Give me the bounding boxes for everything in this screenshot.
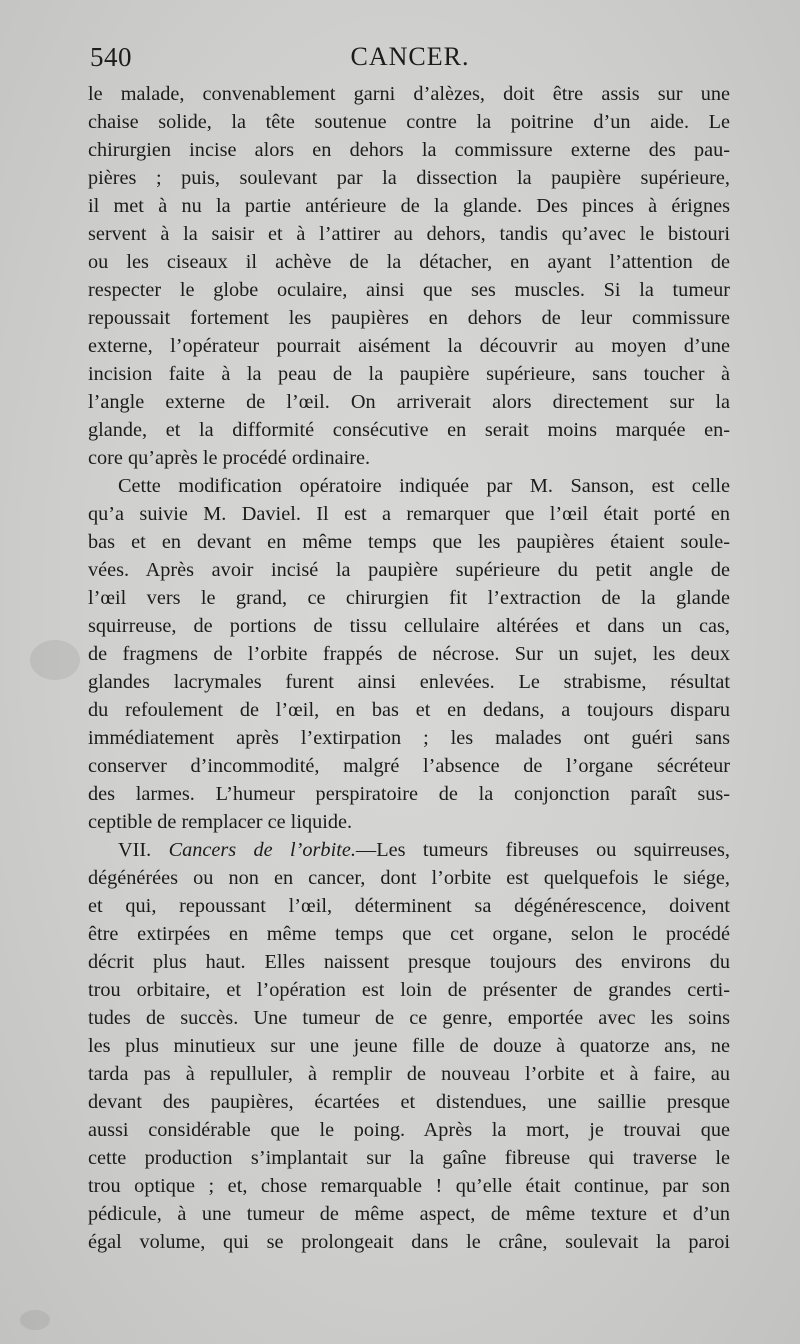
text-line: il met à nu la partie antérieure de la glande. Des pinces à érignes — [88, 195, 730, 217]
text-line: pédicule, à une tumeur de même aspect, de même texture et d’un — [88, 1203, 730, 1225]
section-title: Cancers de l’orbite. — [168, 839, 356, 861]
text-line: immédiatement après l’extirpation ; les malades ont guéri sans — [88, 727, 730, 749]
text-line: servent à la saisir et à l’attirer au dehors, tandis qu’avec le bistouri — [88, 223, 730, 245]
text-line: dégénérées ou non en cancer, dont l’orbite est quelquefois le siége, — [88, 867, 730, 889]
text-line: tudes de succès. Une tumeur de ce genre, emportée avec les soins — [88, 1007, 730, 1029]
text-line: des larmes. L’humeur perspiratoire de la conjonction paraît sus- — [88, 783, 730, 805]
text-line: conserver d’incommodité, malgré l’absence de l’organe sécréteur — [88, 755, 730, 777]
text-line: respecter le globe oculaire, ainsi que ses muscles. Si la tumeur — [88, 279, 730, 301]
text-line: incision faite à la peau de la paupière supérieure, sans toucher à — [88, 363, 730, 385]
text-line: Cette modification opératoire indiquée par M. Sanson, est celle — [118, 475, 730, 497]
text-line: repoussait fortement les paupières en dehors de leur commissure — [88, 307, 730, 329]
text-line: ou les ciseaux il achève de la détacher, en ayant l’attention de — [88, 251, 730, 273]
text-line: et qui, repoussant l’œil, déterminent sa dégénérescence, doivent — [88, 895, 730, 917]
section-number: VII. — [118, 839, 169, 861]
text-line: trou orbitaire, et l’opération est loin de présenter de grandes certi- — [88, 979, 730, 1001]
text-line: externe, l’opérateur pourrait aisément la découvrir au moyen d’une — [88, 335, 730, 357]
body-text — [88, 80, 730, 1256]
text-line: les plus minutieux sur une jeune fille de douze à quatorze ans, ne — [88, 1035, 730, 1057]
text-line: de fragmens de l’orbite frappés de nécrose. Sur un sujet, les deux — [88, 643, 730, 665]
text-line: cette production s’implantait sur la gaîne fibreuse qui traverse le — [88, 1147, 730, 1169]
text-line: du refoulement de l’œil, en bas et en dedans, a toujours disparu — [88, 699, 730, 721]
text-line: core qu’après le procédé ordinaire. — [88, 447, 371, 469]
paper-stain — [20, 1310, 50, 1330]
paper-stain — [30, 640, 80, 680]
running-head: CANCER. — [350, 42, 470, 71]
section-heading-line — [88, 836, 730, 864]
text-line: trou optique ; et, chose remarquable ! qu’elle était continue, par son — [88, 1175, 730, 1197]
text-line: qu’a suivie M. Daviel. Il est a remarquer que l’œil était porté en — [88, 503, 730, 525]
text-line: vées. Après avoir incisé la paupière supérieure du petit angle de — [88, 559, 730, 581]
text-line: —Les tumeurs fibreuses ou squirreuses, — [355, 839, 731, 861]
text-line: égal volume, qui se prolongeait dans le crâne, soulevait la paroi — [88, 1231, 730, 1253]
text-line: aussi considérable que le poing. Après la mort, je trouvai que — [88, 1119, 730, 1141]
text-line: glande, et la difformité consécutive en serait moins marquée en- — [88, 419, 730, 441]
text-line: ceptible de remplacer ce liquide. — [88, 811, 353, 833]
text-line: chirurgien incise alors en dehors la commissure externe des pau- — [88, 139, 730, 161]
text-line: le malade, convenablement garni d’alèzes, doit être assis sur une — [88, 83, 730, 105]
text-line: glandes lacrymales furent ainsi enlevées. Le strabisme, résultat — [88, 671, 730, 693]
text-line: chaise solide, la tête soutenue contre la poitrine d’un aide. Le — [88, 111, 730, 133]
text-line: être extirpées en même temps que cet organe, selon le procédé — [88, 923, 730, 945]
page-header — [90, 42, 730, 82]
text-line: tarda pas à repulluler, à remplir de nouveau l’orbite et à faire, au — [88, 1063, 730, 1085]
text-line: devant des paupières, écartées et distendues, une saillie presque — [88, 1091, 730, 1113]
text-line: l’œil vers le grand, ce chirurgien fit l’extraction de la glande — [88, 587, 730, 609]
text-line: pières ; puis, soulevant par la dissection la paupière supérieure, — [88, 167, 730, 189]
text-line: décrit plus haut. Elles naissent presque toujours des environs du — [88, 951, 730, 973]
page-number: 540 — [90, 42, 132, 72]
text-line: bas et en devant en même temps que les paupières étaient soule- — [88, 531, 730, 553]
text-line: l’angle externe de l’œil. On arriverait alors directement sur la — [88, 391, 730, 413]
text-line: squirreuse, de portions de tissu cellulaire altérées et dans un cas, — [88, 615, 730, 637]
